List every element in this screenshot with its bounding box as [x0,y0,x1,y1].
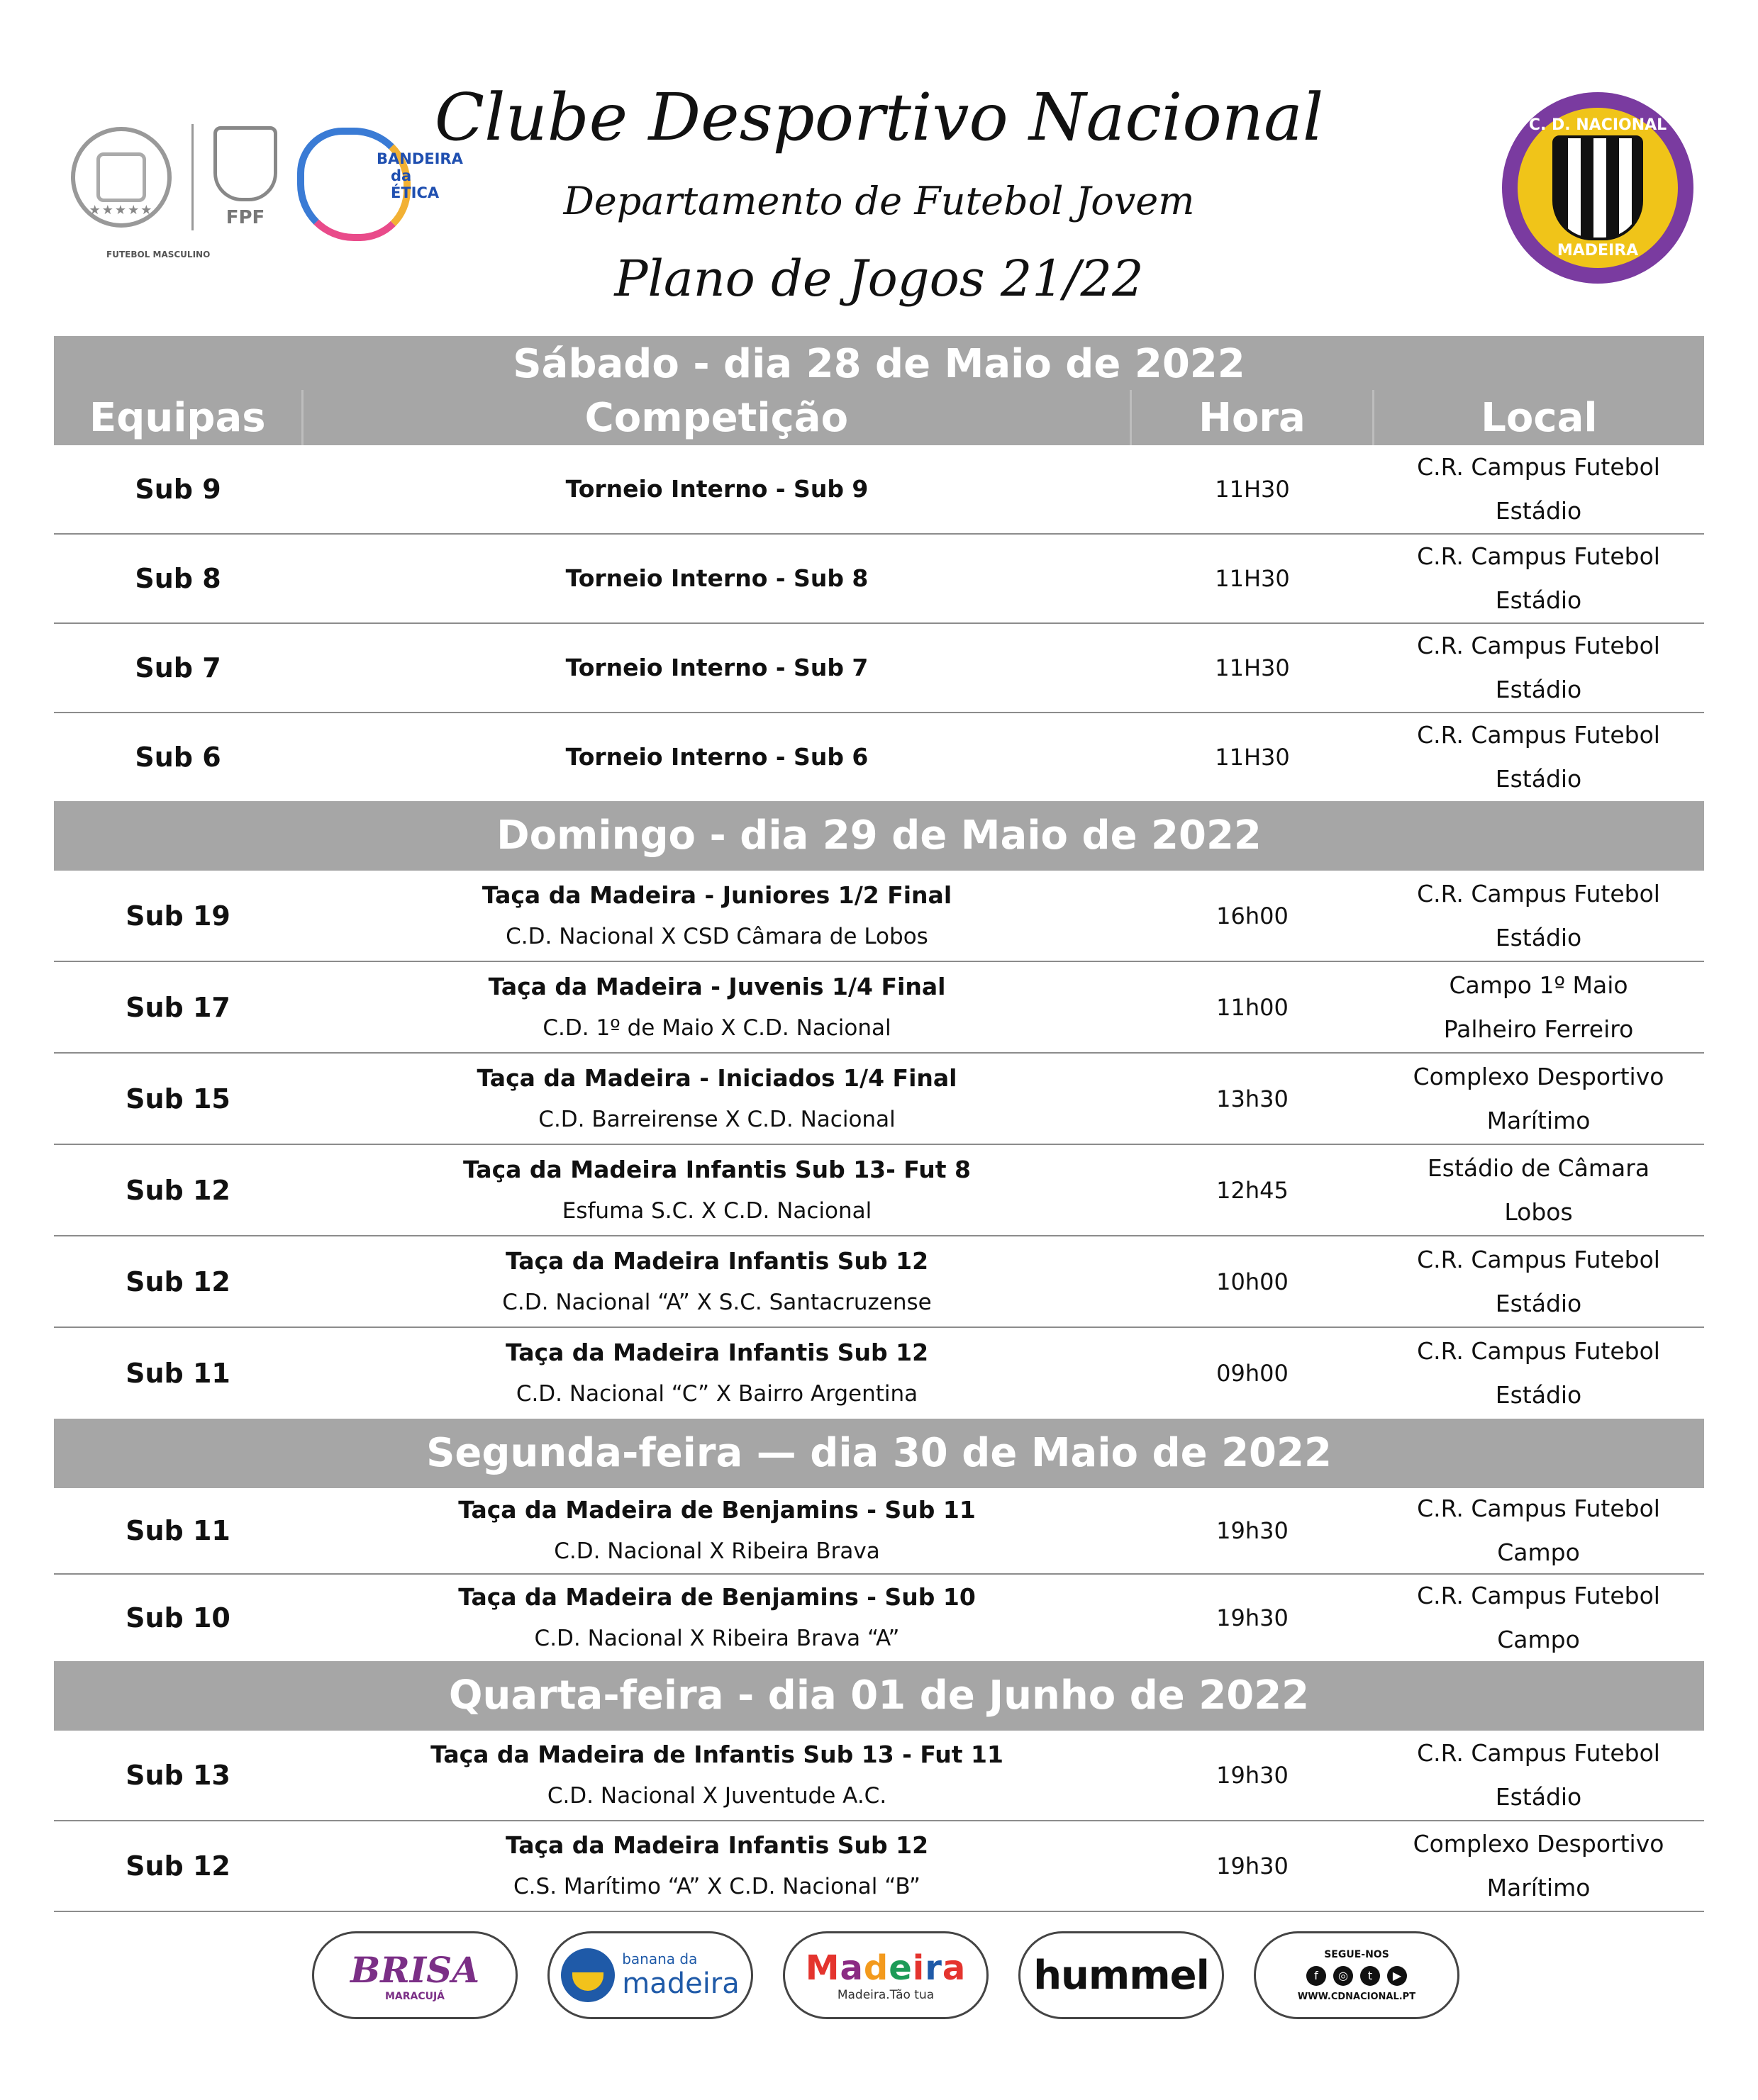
time: 19h30 [1216,1853,1289,1880]
venue-line2: Marítimo [1486,1874,1591,1901]
match: C.D. Nacional X Juventude A.C. [547,1783,887,1809]
venue-line1: Complexo Desportivo [1413,1830,1664,1858]
team: Sub 12 [126,1174,230,1206]
sponsor-banana [547,1931,753,2019]
venue-line1: C.R. Campus Futebol [1417,453,1660,481]
col-teams: Equipas [89,394,266,441]
table-row [54,1821,1704,1912]
venue-line1: Complexo Desportivo [1413,1062,1664,1090]
seal-caption: FUTEBOL MASCULINO [106,250,211,259]
venue-line2: Campo [1497,1626,1580,1653]
team: Sub 12 [126,1266,230,1297]
social-title: SEGUE-NOS [1324,1948,1389,1960]
venue-line2: Marítimo [1486,1106,1591,1134]
venue-line1: C.R. Campus Futebol [1417,1337,1660,1365]
venue-line2: Campo [1497,1538,1580,1566]
madeira-logo: Madeira [805,1948,967,1988]
instagram-icon[interactable]: ◎ [1333,1966,1353,1986]
col-competition: Competição [301,390,1130,445]
venue-line2: Estádio [1495,586,1582,614]
time: 16h00 [1216,902,1289,929]
team: Sub 9 [135,474,221,505]
match: C.D. Nacional X Ribeira Brava “A” [534,1626,900,1651]
banana-big-text: madeira [622,1967,740,2000]
team: Sub 15 [126,1083,230,1115]
team: Sub 7 [135,652,221,683]
match: Esfuma S.C. X C.D. Nacional [562,1197,872,1224]
competition: Taça da Madeira de Benjamins - Sub 11 [458,1496,976,1524]
team: Sub 8 [135,563,221,594]
team: Sub 13 [126,1760,230,1791]
competition: Taça da Madeira Infantis Sub 12 [505,1831,929,1859]
table-row [54,1328,1704,1419]
match: C.D. Nacional X CSD Câmara de Lobos [506,923,928,949]
time: 09h00 [1216,1360,1289,1387]
time: 11H30 [1215,654,1290,681]
plan-title: Plano de Jogos 21/22 [614,250,1144,308]
table-row [54,871,1704,962]
competition: Torneio Interno - Sub 9 [565,475,869,503]
sponsor-bar [312,1931,1459,2019]
day-header: Sábado - dia 28 de Maio de 2022 [54,336,1704,390]
column-headers [54,390,1704,445]
team: Sub 10 [126,1602,230,1633]
match: C.D. Nacional X Ribeira Brava [554,1538,880,1564]
venue-line1: Estádio de Câmara [1427,1154,1650,1182]
venue-line2: Estádio [1495,1783,1582,1811]
venue-line1: C.R. Campus Futebol [1417,542,1660,570]
time: 13h30 [1216,1085,1289,1112]
club-name: Clube Desportivo Nacional [434,79,1324,155]
team: Sub 11 [126,1515,230,1546]
madeira-tagline: Madeira.Tão tua [837,1988,935,2002]
hummel-logo: hummel [1033,1952,1209,1999]
table-row [54,1575,1704,1661]
competition: Torneio Interno - Sub 6 [565,743,869,771]
day-header: Quarta-feira - dia 01 de Junho de 2022 [54,1661,1704,1731]
time: 11H30 [1215,565,1290,592]
competition: Taça da Madeira de Benjamins - Sub 10 [458,1583,976,1611]
competition: Taça da Madeira - Juvenis 1/4 Final [488,972,946,1000]
schedule-table [54,336,1704,1912]
col-time: Hora [1130,390,1372,445]
time: 10h00 [1216,1268,1289,1295]
time: 11H30 [1215,476,1290,503]
venue-line2: Estádio [1495,497,1582,525]
competition: Taça da Madeira Infantis Sub 13- Fut 8 [463,1155,971,1183]
table-row [54,1731,1704,1821]
team: Sub 6 [135,742,221,773]
competition: Taça da Madeira Infantis Sub 12 [505,1339,929,1366]
day-header: Segunda-feira — dia 30 de Maio de 2022 [54,1419,1704,1488]
venue-line1: C.R. Campus Futebol [1417,721,1660,749]
brisa-sub: MARACUJÁ [384,1990,445,2002]
venue-line2: Palheiro Ferreiro [1443,1015,1634,1043]
department-name: Departamento de Futebol Jovem [563,179,1195,223]
time: 19h30 [1216,1762,1289,1789]
venue-line1: C.R. Campus Futebol [1417,632,1660,659]
time: 11H30 [1215,744,1290,771]
facebook-icon[interactable]: f [1306,1966,1326,1986]
certification-seal-icon: ★★★★★ [71,127,172,228]
table-row [54,445,1704,535]
venue-line2: Estádio [1495,1381,1582,1409]
time: 19h30 [1216,1517,1289,1544]
banana-icon [561,1948,615,2002]
competition: Taça da Madeira de Infantis Sub 13 - Fut 11 [430,1741,1003,1768]
table-row [54,1145,1704,1236]
day-header: Domingo - dia 29 de Maio de 2022 [54,801,1704,871]
competition: Taça da Madeira Infantis Sub 12 [505,1246,929,1275]
crest-shield-icon [1552,135,1643,240]
competition: Taça da Madeira - Juniores 1/2 Final [482,881,952,909]
match: C.D. Barreirense X C.D. Nacional [538,1106,896,1132]
table-row [54,535,1704,624]
social-links [1254,1931,1459,2019]
time: 11h00 [1216,993,1289,1021]
col-venue: Local [1372,390,1704,445]
youtube-icon[interactable]: ▶ [1387,1966,1407,1986]
team: Sub 17 [126,991,230,1023]
sponsor-brisa [312,1931,518,2019]
match: C.D. Nacional “C” X Bairro Argentina [516,1381,918,1407]
venue-line2: Estádio [1495,676,1582,703]
team: Sub 11 [126,1358,230,1389]
venue-line1: C.R. Campus Futebol [1417,1495,1660,1522]
table-row [54,713,1704,801]
match: C.D. 1º de Maio X C.D. Nacional [543,1015,891,1041]
venue-line1: C.R. Campus Futebol [1417,879,1660,907]
etica-line2: da ÉTICA [391,167,440,201]
fpf-label: FPF [226,207,265,228]
twitter-icon[interactable]: t [1360,1966,1380,1986]
venue-line2: Estádio [1495,1289,1582,1317]
time: 19h30 [1216,1604,1289,1631]
venue-line2: Estádio [1495,923,1582,951]
etica-line1: BANDEIRA [377,150,463,167]
table-row [54,624,1704,713]
website-url[interactable]: WWW.CDNACIONAL.PT [1297,1991,1416,2002]
sponsor-hummel [1018,1931,1224,2019]
venue-line1: C.R. Campus Futebol [1417,1739,1660,1767]
table-row [54,962,1704,1054]
table-row [54,1054,1704,1145]
sponsor-madeira [783,1931,989,2019]
venue-line1: C.R. Campus Futebol [1417,1245,1660,1273]
brisa-logo: BRISA [350,1948,480,1991]
team: Sub 12 [126,1850,230,1882]
table-row [54,1236,1704,1328]
competition: Torneio Interno - Sub 7 [565,654,869,681]
venue-line1: C.R. Campus Futebol [1417,1582,1660,1609]
club-crest [1502,92,1693,284]
team: Sub 19 [126,900,230,932]
crest-bottom-text: MADEIRA [1557,242,1639,259]
match: C.S. Marítimo “A” X C.D. Nacional “B” [513,1874,920,1899]
match: C.D. Nacional “A” X S.C. Santacruzense [502,1289,932,1315]
venue-line2: Estádio [1495,765,1582,793]
venue-line1: Campo 1º Maio [1449,971,1628,999]
competition: Torneio Interno - Sub 8 [565,564,869,592]
table-row [54,1488,1704,1575]
crest-top-text: C. D. NACIONAL [1528,116,1667,134]
banana-small-text: banana da [622,1950,698,1967]
competition: Taça da Madeira - Iniciados 1/4 Final [477,1063,957,1092]
venue-line2: Lobos [1504,1197,1573,1226]
time: 12h45 [1216,1176,1289,1204]
